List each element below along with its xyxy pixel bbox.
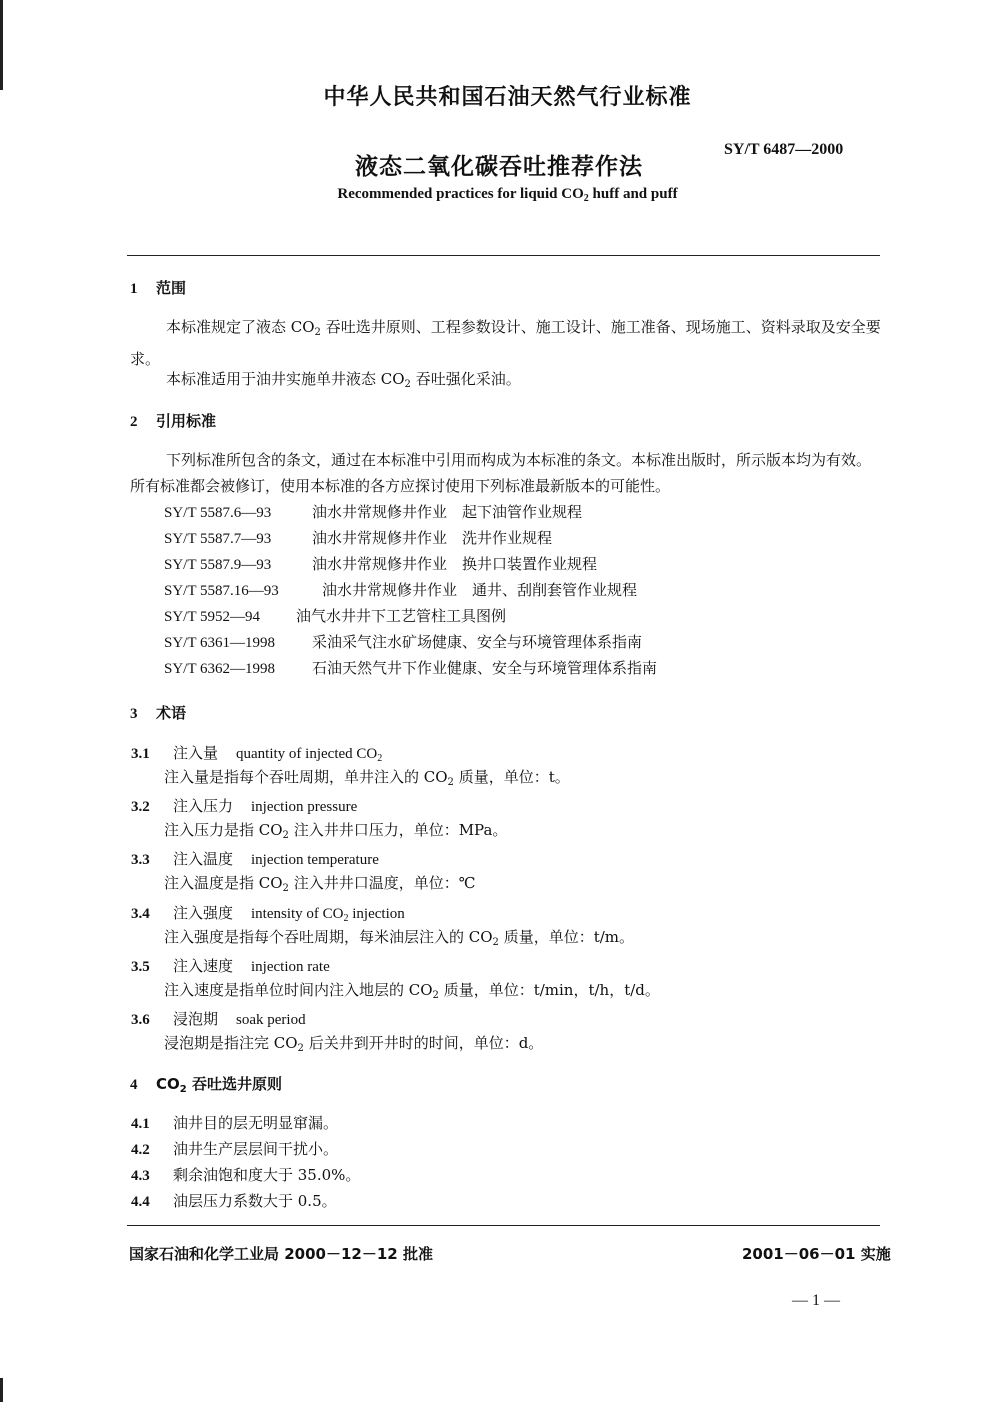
reference-item: SY/T 6361—1998 采油采气注水矿场健康、安全与环境管理体系指南 [164, 633, 643, 651]
reference-item: SY/T 5952—94 油气水井井下工艺管柱工具图例 [164, 607, 507, 625]
reference-item: SY/T 5587.16—93 油水井常规修井作业 通井、刮削套管作业规程 [164, 581, 638, 599]
term-definition: 浸泡期是指注完 $CO_2$ 后关井到开井时的时间，单位：d。 [164, 1034, 544, 1054]
section-4-heading: 4 $CO_2$ 吞吐选井原则 [130, 1075, 282, 1095]
section-1-paragraph-2: 本标准适用于油井实施单井液态 $CO_2$ 吞吐强化采油。 [166, 370, 521, 390]
standard-category-title: 中华人民共和国石油天然气行业标准 [323, 85, 692, 110]
footer-divider [127, 1225, 880, 1226]
document-title: 液态二氧化碳吞吐推荐作法 [355, 154, 643, 180]
section-3-heading: 3 术语 [130, 704, 187, 722]
approval-date: 国家石油和化学工业局 2000－12－12 批准 [129, 1245, 433, 1263]
document-subtitle-en: Recommended practices for liquid $CO_2$ huff and puff [337, 186, 678, 204]
effective-date: 2001－06－01 实施 [742, 1245, 891, 1263]
term-definition: 注入强度是指每个吞吐周期，每米油层注入的 $CO_2$ 质量，单位：t/m。 [164, 928, 634, 948]
term-definition: 注入温度是指 $CO_2$ 注入井井口温度，单位：℃ [164, 874, 476, 894]
term-heading: 3.1 注入量 quantity of injected $CO_2$ [131, 744, 383, 764]
criteria-item: 4.4 油层压力系数大于 0.5。 [131, 1192, 337, 1210]
scan-edge-top [0, 0, 3, 90]
term-definition: 注入压力是指 $CO_2$ 注入井井口压力，单位：MPa。 [164, 821, 508, 841]
standard-code: SY/T 6487—2000 [724, 141, 844, 158]
reference-item: SY/T 6362—1998 石油天然气井下作业健康、安全与环境管理体系指南 [164, 659, 658, 677]
criteria-item: 4.3 剩余油饱和度大于 35.0%。 [131, 1166, 361, 1184]
reference-item: SY/T 5587.6—93 油水井常规修井作业 起下油管作业规程 [164, 503, 583, 521]
page-number: — 1 — [792, 1292, 840, 1309]
section-2-heading: 2 引用标准 [130, 412, 217, 430]
term-heading: 3.3 注入温度 injection temperature [131, 850, 379, 868]
section-2-intro: 下列标准所包含的条文，通过在本标准中引用而构成为本标准的条文。本标准出版时，所示版本均为有效。所有标准都会被修订，使用本标准的各方应探讨使用下列标准最新版本的可能性。 [130, 451, 872, 495]
term-heading: 3.4 注入强度 intensity of $CO_2$ injection [131, 904, 405, 924]
section-1-paragraph-1: 本标准规定了液态 $CO_2$ 吞吐选井原则、工程参数设计、施工设计、施工准备、现场施工、资料录取及安全要求。 [130, 318, 881, 368]
term-heading: 3.2 注入压力 injection pressure [131, 797, 358, 815]
header-divider [127, 255, 880, 256]
reference-item: SY/T 5587.9—93 油水井常规修井作业 换井口装置作业规程 [164, 555, 598, 573]
term-definition: 注入速度是指单位时间内注入地层的 $CO_2$ 质量，单位：t/min，t/h，t/d。 [164, 981, 660, 1001]
section-1-heading: 1 范围 [130, 279, 187, 297]
reference-item: SY/T 5587.7—93 油水井常规修井作业 洗井作业规程 [164, 529, 553, 547]
criteria-item: 4.1 油井目的层无明显窜漏。 [131, 1114, 339, 1132]
term-definition: 注入量是指每个吞吐周期，单井注入的 $CO_2$ 质量，单位：t。 [164, 768, 570, 788]
scan-edge-bottom [0, 1378, 3, 1402]
term-heading: 3.5 注入速度 injection rate [131, 957, 330, 975]
criteria-item: 4.2 油井生产层层间干扰小。 [131, 1140, 339, 1158]
term-heading: 3.6 浸泡期 soak period [131, 1010, 306, 1028]
